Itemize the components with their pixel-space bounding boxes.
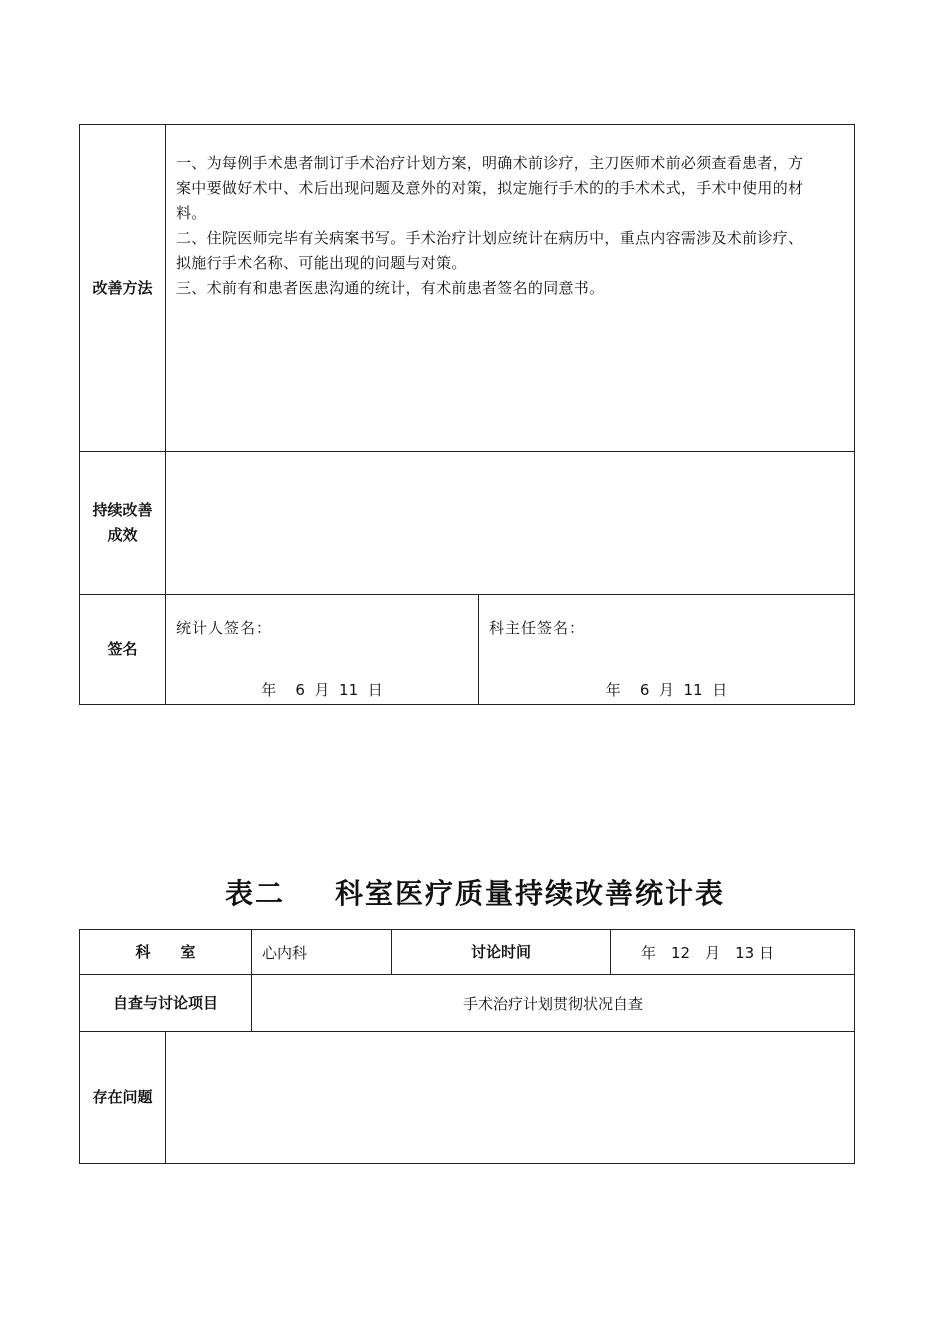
improve-line: 一、为每例手术患者制订手术治疗计划方案，明确术前诊疗，主刀医师术前必须查看患者，方 [176, 154, 804, 172]
improve-line: 二、住院医师完毕有关病案书写。手术治疗计划应统计在病历中，重点内容需涉及术前诊疗、 [176, 229, 804, 247]
dept-label: 科 室 [80, 930, 252, 975]
director-signature-cell[interactable] [479, 595, 855, 705]
item-row [80, 975, 855, 1032]
improve-method-label: 改善方法 [80, 125, 166, 452]
improve-line: 三、术前有和患者医患沟通的统计，有术前患者签名的同意书。 [176, 279, 605, 297]
dept-value[interactable]: 心内科 [252, 930, 392, 975]
item-value[interactable]: 手术治疗计划贯彻状况自查 [252, 975, 855, 1032]
improve-line: 拟施行手术名称、可能出现的问题与对策。 [176, 254, 467, 272]
effect-content[interactable] [166, 452, 855, 595]
discussion-time-label: 讨论时间 [392, 930, 611, 975]
recorder-signature-label: 统计人签名： [176, 619, 273, 637]
signature-row [80, 595, 855, 705]
form-title-prefix: 表二 [224, 877, 285, 910]
form-title-main: 科室医疗质量持续改善统计表 [335, 877, 726, 910]
item-label: 自查与讨论项目 [80, 975, 252, 1032]
recorder-signature-cell[interactable] [166, 595, 479, 705]
effect-label: 持续改善成效 [80, 452, 166, 595]
improve-line: 案中要做好术中、术后出现问题及意外的对策，拟定施行手术的的手术术式，手术中使用的材 [176, 179, 804, 197]
discussion-time-value[interactable]: 年 12 月 13 日 [611, 930, 855, 975]
effect-row [80, 452, 855, 595]
improvement-table [79, 124, 855, 705]
problem-row [80, 1032, 855, 1164]
improve-line: 料。 [176, 204, 207, 222]
signature-label: 签名 [80, 595, 166, 705]
problem-content[interactable] [166, 1032, 855, 1164]
dept-row [80, 930, 855, 975]
director-sign-date: 年 6 月 11 日 [605, 681, 728, 699]
improve-method-row [80, 125, 855, 452]
quality-table [79, 929, 855, 1164]
problem-label: 存在问题 [80, 1032, 166, 1164]
form-title [0, 872, 950, 912]
director-signature-label: 科主任签名： [489, 619, 586, 637]
recorder-sign-date: 年 6 月 11 日 [261, 681, 383, 699]
improve-method-content [166, 125, 855, 452]
